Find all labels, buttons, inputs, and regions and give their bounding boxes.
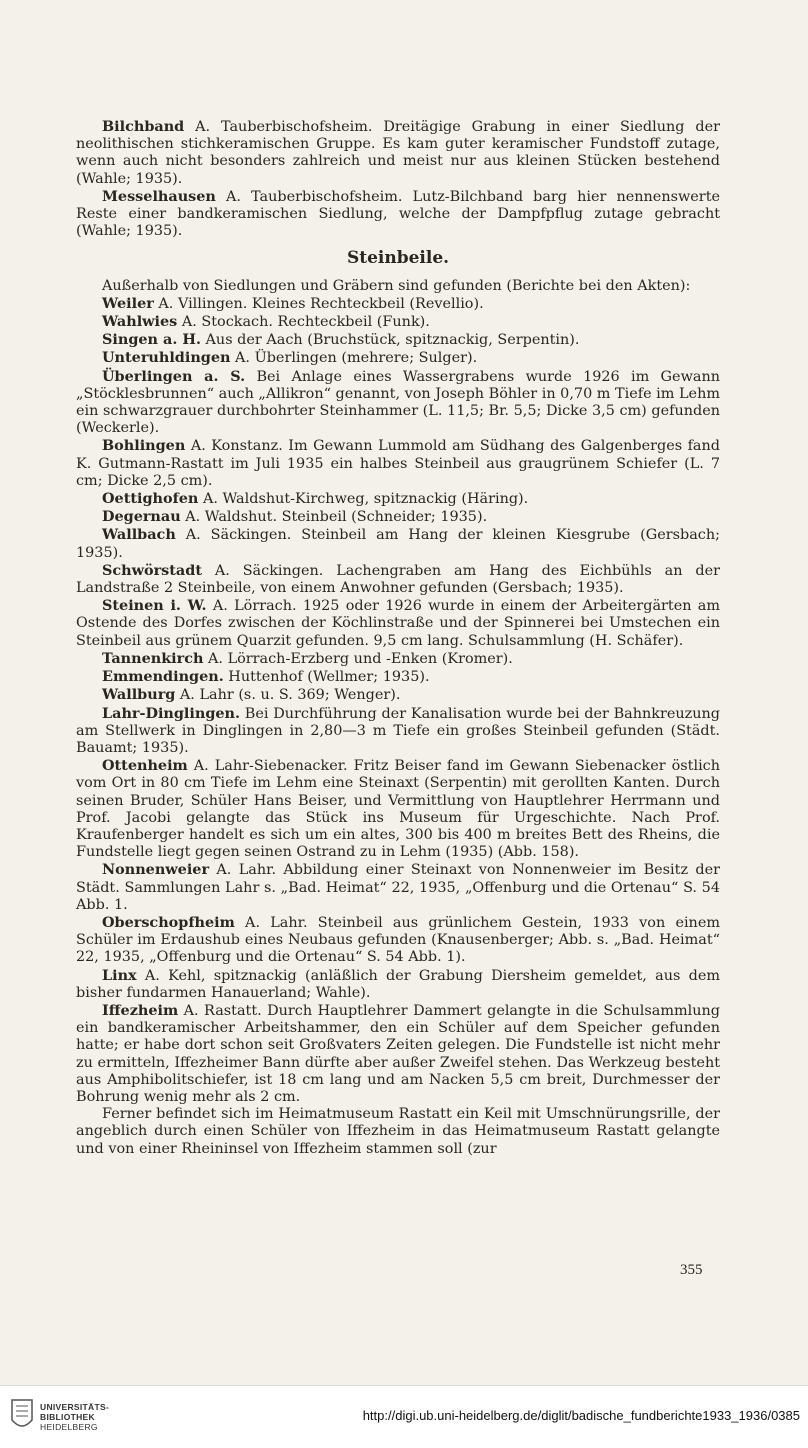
list-item <box>76 490 720 508</box>
list-item <box>76 118 720 188</box>
list-item <box>76 668 720 686</box>
entry-place-name: Oberschopfheim <box>102 913 235 931</box>
list-item <box>76 295 720 313</box>
entry-text: A. Lahr-Siebenacker. Fritz Beiser fand im Gewann Siebenacker östlich vom Ort in 80 cm Tiefe im Lehm eine Steinaxt (Serpentin) mit gerollten Kanten. Durch seinen Bruder, Schüler Hans Beiser, und Vermittlung von Hauptlehrer Herrmann und Prof. Jacobi gelangte das Stück ins Museum für Urgeschichte. Nach Prof. Kraufenberger handelt es sich um ein altes, 300 bis 400 m breites Bett des Rheins, die Fundstelle liegt gegen seinen Ostrand zu in Lehm (1935) (Abb. 158). <box>76 758 720 861</box>
section-heading: Steinbeile. <box>346 248 450 269</box>
entry-place-name: Iffezheim <box>102 1001 179 1019</box>
list-item <box>76 526 720 561</box>
entry-place-name: Wahlwies <box>102 313 178 331</box>
list-item <box>76 331 720 349</box>
entry-place-name: Lahr-Dinglingen. <box>102 704 241 722</box>
entry-place-name: Emmendingen. <box>102 668 224 686</box>
entry-text: A. Kehl, spitznackig (anläßlich der Grabung Diersheim gemeldet, aus dem bisher fundarmen Hanauerland; Wahle). <box>76 967 720 1001</box>
list-item <box>76 967 720 1002</box>
entry-text: A. Tauberbischofsheim. Dreitägige Grabung in einer Siedlung der neolithischen stichkeramischen Gruppe. Es kam guter keramischer Fundstoff zutage, wenn auch nicht besonders zahlreich und meist nur aus kleinen Stücken bestehend (Wahle; 1935). <box>76 119 720 187</box>
list-item <box>76 914 720 967</box>
entry-text: A. Villingen. Kleines Rechteckbeil (Revellio). <box>153 295 484 312</box>
entry-place-name: Unteruhldingen <box>102 349 231 367</box>
footer-bar <box>0 1385 808 1448</box>
entry-place-name: Bohlingen <box>102 437 186 455</box>
entry-place-name: Messelhausen <box>102 187 216 205</box>
entry-text: A. Säckingen. Lachengraben am Hang des Eichbühls an der Landstraße 2 Steinbeile, von einem Anwohner gefunden (Gersbach; 1935). <box>76 562 720 597</box>
list-item <box>76 437 720 490</box>
entry-text: A. Säckingen. Steinbeil am Hang der kleinen Kiesgrube (Gersbach; 1935). <box>76 527 720 561</box>
list-item <box>76 597 720 650</box>
entry-place-name: Wallbach <box>102 526 176 544</box>
page-number: 355 <box>680 1262 703 1278</box>
entry-text: A. Waldshut. Steinbeil (Schneider; 1935). <box>180 509 488 526</box>
list-item <box>76 368 720 438</box>
entry-text: A. Lahr (s. u. S. 369; Wenger). <box>175 687 401 704</box>
entry-place-name: Degernau <box>102 508 181 526</box>
entry-place-name: Steinen i. W. <box>102 597 207 615</box>
entry-text: A. Konstanz. Im Gewann Lummold am Südhang des Galgenberges fand K. Gutmann-Rastatt im Juli 1935 ein halbes Steinbeil aus graugrünem Schiefer (L. 7 cm; Dicke 2,5 cm). <box>76 438 720 489</box>
entry-text: A. Tauberbischofsheim. Lutz-Bilchband barg hier nennenswerte Reste einer bandkeramischen Siedlung, welche der Dampfpflug zutage gebracht (Wahle; 1935). <box>76 188 720 240</box>
entry-place-name: Nonnenweier <box>102 861 210 879</box>
list-item <box>76 1106 720 1158</box>
entry-place-name: Singen a. H. <box>102 331 201 349</box>
entry-place-name: Weiler <box>102 294 154 312</box>
list-item <box>76 349 720 367</box>
entry-list <box>76 295 720 1158</box>
entry-text: A. Überlingen (mehrere; Sulger). <box>230 350 478 367</box>
entry-place-name: Wallburg <box>102 686 176 704</box>
entry-text: A. Waldshut-Kirchweg, spitznackig (Häring). <box>198 491 529 508</box>
entry-text: Bei Anlage eines Wassergrabens wurde 1926 im Gewann „Stöcklesbrunnen“ auch „Allikron“ genannt, von Joseph Böhler in 0,70 m Tiefe im Lehm ein schwarzgrauer durchbohrter Steinhammer (L. 11,5; Br. 5,5; Dicke 3,5 cm) gefunden (Weckerle). <box>76 368 720 437</box>
list-item <box>76 757 720 861</box>
entry-text: A. Lörrach. 1925 oder 1926 wurde in einem der Arbeitergärten am Ostende des Dorfes zwischen der Köchlinstraße und der Spinnerei bei Umstechen ein Steinbeil aus grünem Quarzit gefunden. 9,5 cm lang. Schulsammlung (H. Schäfer). <box>76 598 721 649</box>
entry-text: Huttenhof (Wellmer; 1935). <box>223 669 430 686</box>
entry-text: Bei Durchführung der Kanalisation wurde bei der Bahnkreuzung am Stellwerk in Dinglingen in 2,80—3 m Tiefe ein großes Steinbeil gefunden (Städt. Bauamt; 1935). <box>76 705 720 756</box>
entry-place-name: Tannenkirch <box>102 649 204 667</box>
entry-place-name: Überlingen a. S. <box>102 367 246 385</box>
list-item <box>76 650 720 668</box>
entry-text: Ferner befindet sich im Heimatmuseum Rastatt ein Keil mit Umschnürungsrille, der angeblich durch einen Schüler von Iffezheim in das Heimatmuseum Rastatt gelangte und von einer Rheininsel von Iffezheim stammen soll (zur <box>76 1106 720 1157</box>
list-item <box>76 861 720 914</box>
list-item <box>76 508 720 526</box>
entry-place-name: Ottenheim <box>102 757 188 775</box>
list-item <box>76 705 720 758</box>
list-item <box>76 313 720 331</box>
entry-text: Aus der Aach (Bruchstück, spitznackig, Serpentin). <box>200 332 580 349</box>
paragraphs-before-heading <box>76 118 720 240</box>
entry-place-name: Linx <box>102 966 137 984</box>
entry-text: A. Stockach. Rechteckbeil (Funk). <box>177 314 430 331</box>
university-seal-icon <box>10 1398 34 1432</box>
library-name: UNIVERSITÄTS- BIBLIOTHEK HEIDELBERG <box>40 1402 110 1432</box>
intro-paragraph: Außerhalb von Siedlungen und Gräbern sind gefunden (Berichte bei den Akten): <box>102 277 691 294</box>
list-item <box>76 1002 720 1106</box>
entry-text: A. Rastatt. Durch Hauptlehrer Dammert gelangte in die Schulsammlung ein bandkeramischer Arbeitshammer, den ein Schüler auf dem Speicher gefunden hatte; er habe dort schon seit Großvaters Zeiten gelegen. Die Fundstelle ist nicht mehr zu ermitteln, Iffezheimer Bann dürfte aber außer Zweifel stehen. Das Werkzeug besteht aus Amphibolitschiefer, ist 18 cm lang und am Nacken 5,5 cm breit, Durchmesser der Bohrung wenig mehr als 2 cm. <box>76 1002 720 1105</box>
source-url[interactable]: http://digi.ub.uni-heidelberg.de/diglit/badische_fundberichte1933_1936/0385 <box>362 1408 800 1423</box>
entry-text: A. Lahr. Abbildung einer Steinaxt von Nonnenweier im Besitz der Städt. Sammlungen Lahr s. „Bad. Heimat“ 22, 1935, „Offenburg und die Ortenau“ S. 54 Abb. 1. <box>76 862 720 913</box>
entry-text: A. Lörrach-Erzberg und -Enken (Kromer). <box>203 650 513 667</box>
list-item <box>76 686 720 704</box>
entry-place-name: Bilchband <box>102 118 185 135</box>
list-item <box>76 188 720 241</box>
entry-place-name: Schwörstadt <box>102 561 202 579</box>
body-text <box>76 118 720 1158</box>
entry-text: A. Lahr. Steinbeil aus grünlichem Gestein, 1933 von einem Schüler im Erdaushub eines Neubaus gefunden (Knausenberger; Abb. s. „Bad. Heimat“ 22, 1935, „Offenburg und die Ortenau“ S. 54 Abb. 1). <box>76 914 720 966</box>
list-item <box>76 562 720 597</box>
entry-place-name: Oettighofen <box>102 490 199 508</box>
